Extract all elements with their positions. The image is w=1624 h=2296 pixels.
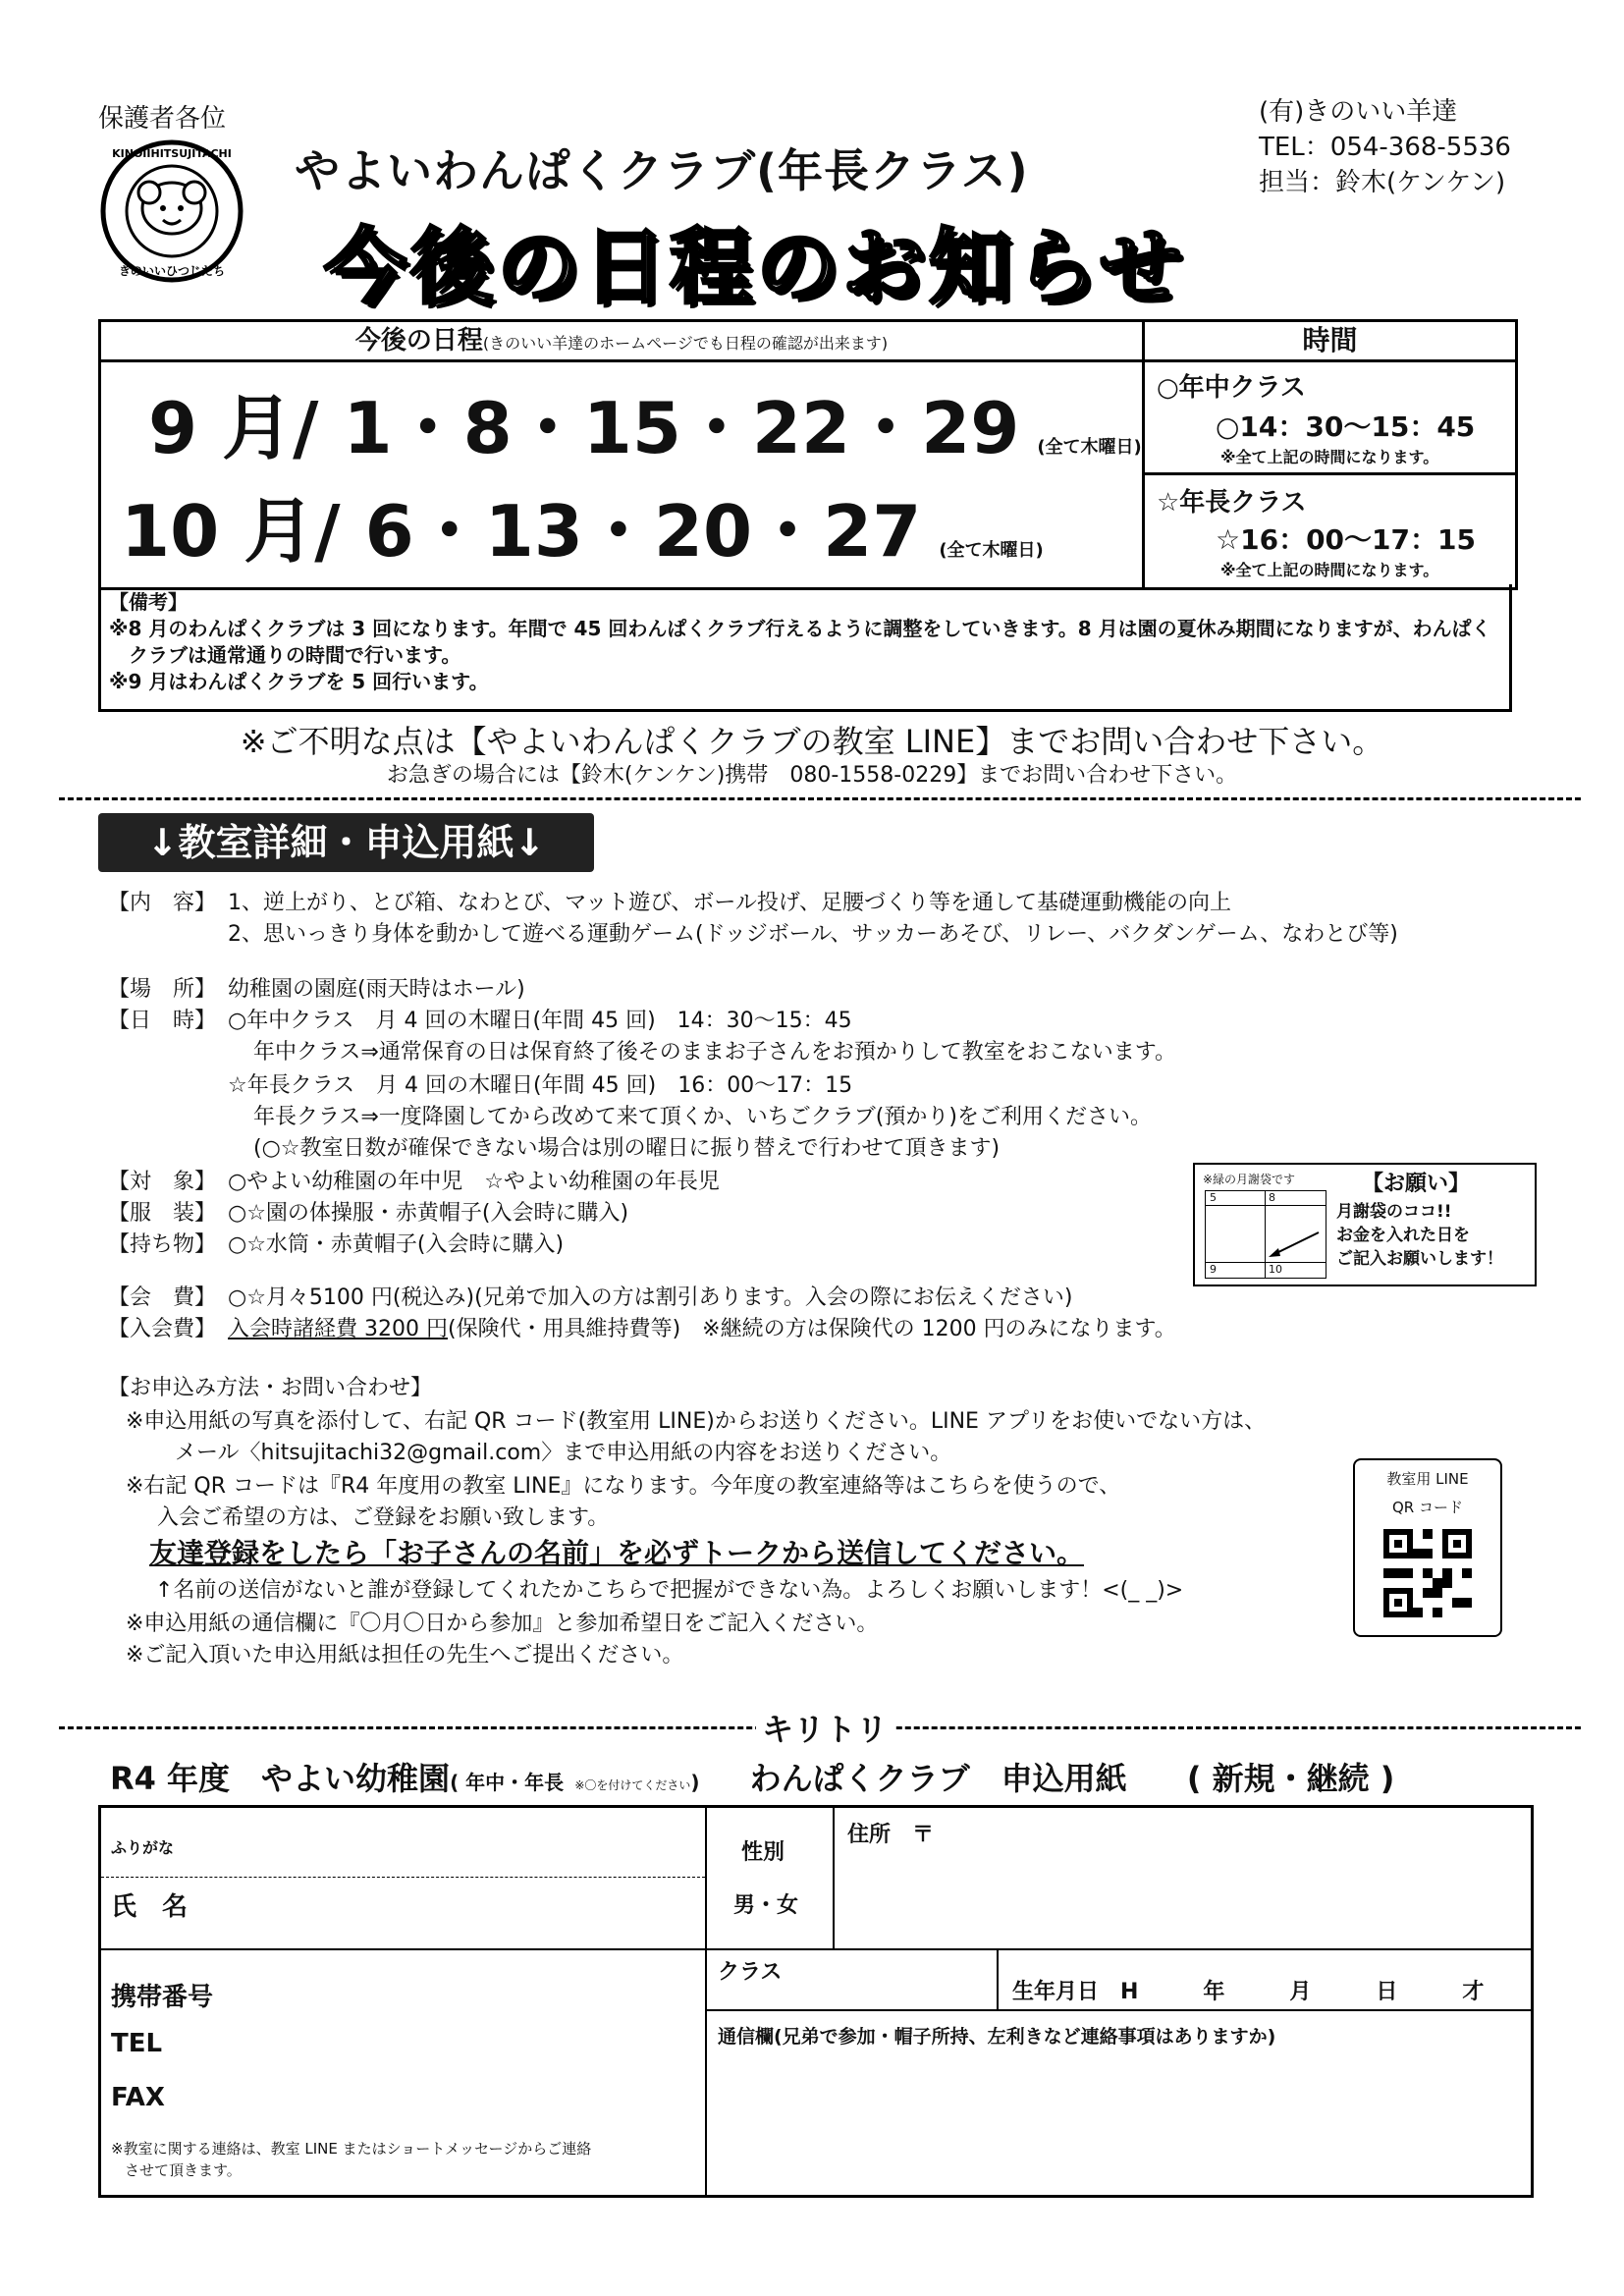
apply-line: ※申込用紙の通信欄に『〇月〇日から参加』と参加希望日をご記入ください。 (126, 1612, 879, 1636)
inquiry-line: ※ご不明な点は【やよいわんぱくクラブの教室 LINE】までお問い合わせ下さい。 (240, 723, 1384, 760)
form-title-class: ( 年中・年長 (450, 1771, 565, 1794)
request-line: 月謝袋のココ!! (1336, 1202, 1452, 1222)
request-line: お金を入れた日を (1336, 1226, 1470, 1245)
fee-label: 【会 費】 (108, 1285, 217, 1310)
envelope-drawing (1205, 1190, 1326, 1279)
schedule-divider (1145, 472, 1515, 475)
entry-fee-underlined: 入会時諸経費 3200 円 (228, 1317, 448, 1341)
target-label: 【対 象】 (108, 1170, 217, 1194)
target-value: ○やよい幼稚園の年中児 ☆やよい幼稚園の年長児 (228, 1170, 720, 1194)
cut-label: キリトリ (756, 1705, 893, 1750)
date-line: ○年中クラス 月 4 回の木曜日(年間 45 回) 14：30～15：45 (228, 1009, 852, 1033)
class-time-note: ※全て上記の時間になります。 (1220, 561, 1439, 579)
place-label: 【場 所】 (108, 977, 217, 1002)
remarks-box (98, 584, 1512, 712)
apply-emphasis: 友達登録をしたら「お子さんの名前」を必ずトークから送信してください。 (149, 1537, 1085, 1569)
date-label: 【日 時】 (108, 1009, 217, 1033)
class-time-nenchu: ○14：30～15：45 (1216, 410, 1476, 443)
remarks-line: ※9 月はわんぱくクラブを 5 回行います。 (109, 670, 489, 693)
fax-label: FAX (111, 2083, 165, 2112)
address-field[interactable] (847, 1847, 1515, 1941)
logo-text-bottom: きのいいひつじたち (118, 264, 226, 278)
schedule-note: (全て木曜日) (1037, 437, 1142, 458)
entry-value (228, 1312, 1176, 1342)
apply-heading: 【お申込み方法・お問い合わせ】 (108, 1376, 433, 1400)
form-title-close: ) (690, 1771, 700, 1794)
envelope-cell: 9 (1210, 1263, 1217, 1276)
communication-label: 通信欄(兄弟で参加・帽子所持、左利きなど連絡事項はありますか) (718, 2026, 1276, 2048)
arrow-icon (1265, 1230, 1324, 1260)
company-info (1259, 94, 1511, 200)
qr-code-box (1353, 1458, 1502, 1637)
envelope-cell: 10 (1269, 1263, 1282, 1276)
schedule-table (98, 319, 1518, 590)
remarks-title: 【備考】 (109, 590, 188, 614)
schedule-dates: 10 月/ 6・13・20・27 (121, 490, 922, 573)
logo-text-top: KINOIIHITSUJITACHI (112, 147, 232, 160)
content-item: 2、思いっきり身体を動かして遊べる運動ゲーム(ドッジボール、サッカーあそび、リレー、バクダンゲーム、なわとび等) (228, 922, 1398, 947)
request-line: ご記入お願いします！ (1336, 1249, 1503, 1269)
apply-line: ↑名前の送信がないと誰が登録してくれたかこちらで把握ができない為。よろしくお願いします！<(_ _)> (155, 1578, 1184, 1603)
date-line: 年長クラス⇒一度降園してから改めて来て頂くか、いちごクラブ(預かり)をご利用ください。 (253, 1105, 1152, 1129)
communication-field[interactable] (718, 2051, 1523, 2189)
tel-label: TEL (111, 2029, 163, 2058)
apply-line: ※右記 QR コードは『R4 年度用の教室 LINE』になります。今年度の教室連絡等はこちらを使うので、 (126, 1474, 1121, 1499)
mobile-label: 携帯番号 (111, 1983, 214, 2012)
request-box (1193, 1163, 1537, 1286)
envelope-label: ※緑の月謝袋です (1203, 1173, 1296, 1186)
remarks-line: クラブは通常通りの時間で行います。 (109, 643, 461, 667)
schedule-dates: 9 月/ 1・8・15・22・29 (148, 387, 1020, 469)
items-value: ○☆水筒・赤黄帽子(入会時に購入) (228, 1232, 565, 1257)
address-label: 住所 〒 (847, 1823, 935, 1847)
qr-label: QR コード (1392, 1499, 1463, 1516)
contact-notice-line: ※教室に関する連絡は、教室 LINE またはショートメッセージからご連絡 (111, 2140, 592, 2158)
gender-options[interactable]: 男・女 (733, 1893, 799, 1918)
class-time-note: ※全て上記の時間になります。 (1220, 448, 1439, 466)
qr-code-icon[interactable] (1383, 1529, 1472, 1617)
items-label: 【持ち物】 (108, 1232, 217, 1257)
date-line: 年中クラス⇒通常保育の日は保育終了後そのままお子さんをお預かりして教室をおこないます。 (253, 1040, 1177, 1065)
date-line: ☆年長クラス 月 4 回の木曜日(年間 45 回) 16：00～17：15 (228, 1073, 853, 1098)
contact-notice-line: させて頂きます。 (125, 2161, 242, 2179)
urgent-contact-line: お急ぎの場合には【鈴木(ケンケン)携帯 080-1558-0229】までお問い合わせ下さい。 (386, 763, 1238, 788)
furigana-field[interactable] (199, 1831, 690, 1871)
gender-label: 性別 (741, 1840, 785, 1865)
application-form (98, 1805, 1534, 2198)
name-label: 氏 名 (111, 1892, 189, 1922)
envelope-cell: 5 (1210, 1191, 1217, 1204)
company-contact: 担当：鈴木(ケンケン) (1259, 168, 1506, 197)
remarks-line: ※8 月のわんぱくクラブは 3 回になります。年間で 45 回わんぱくクラブ行えるように調整をしていきます。8 月は園の夏休み期間になりますが、わんぱく (109, 617, 1491, 640)
apply-email-line: メール〈hitsujitachi32@gmail.com〉まで申込用紙の内容をお送りください。 (175, 1441, 952, 1465)
clothes-label: 【服 装】 (108, 1201, 217, 1226)
tel-field[interactable] (199, 2024, 690, 2063)
furigana-label: ふりがな (111, 1838, 175, 1857)
fee-value: ○☆月々5100 円(税込み)(兄弟で加入の方は割引あります。入会の際にお伝えください) (228, 1285, 1073, 1310)
schedule-heading (101, 322, 1145, 362)
dashed-divider (59, 797, 1581, 800)
form-title (110, 1754, 1394, 1799)
apply-line: ※ご記入頂いた申込用紙は担任の先生へご提出ください。 (126, 1643, 684, 1667)
form-title-note: ※〇を付けてください (574, 1778, 691, 1792)
request-text (1336, 1200, 1503, 1271)
class-name-nencho: ☆年長クラス (1157, 488, 1307, 518)
schedule-heading-text: 今後の日程 (354, 326, 483, 355)
club-title: やよいわんぱくクラブ(年長クラス) (295, 144, 1029, 197)
form-title-year: R4 年度 やよい幼稚園 (110, 1760, 451, 1797)
company-name: (有)きのいい羊達 (1259, 97, 1458, 127)
class-time-nencho: ☆16：00～17：15 (1216, 523, 1476, 556)
clothes-value: ○☆園の体操服・赤黄帽子(入会時に購入) (228, 1201, 629, 1226)
schedule-heading-note: (きのいい羊達のホームページでも日程の確認が出来ます) (482, 334, 889, 353)
entry-label: 【入会費】 (108, 1317, 217, 1341)
schedule-row-october (121, 474, 1044, 576)
qr-label: 教室用 LINE (1386, 1470, 1469, 1488)
sheep-logo-icon (98, 137, 245, 285)
schedule-note: (全て木曜日) (939, 540, 1044, 561)
class-label: クラス (718, 1960, 783, 1985)
apply-line: 入会ご希望の方は、ご登録をお願い致します。 (157, 1505, 610, 1530)
details-heading: ↓教室詳細・申込用紙↓ (98, 813, 594, 872)
content-item: 1、逆上がり、とび箱、なわとび、マット遊び、ボール投げ、足腰づくり等を通して基礎運動機能の向上 (228, 891, 1232, 915)
date-line: (○☆教室日数が確保できない場合は別の曜日に振り替えで行わせて頂きます) (253, 1136, 1001, 1161)
name-field[interactable] (199, 1882, 690, 1936)
company-tel: TEL：054-368-5536 (1259, 133, 1511, 162)
class-name-nenchu: ○年中クラス (1157, 373, 1306, 403)
contact-notice (111, 2138, 591, 2181)
form-title-club: わんぱくクラブ 申込用紙 (749, 1760, 1127, 1797)
club-logo (98, 137, 245, 285)
time-heading: 時間 (1145, 322, 1515, 362)
form-title-type: ( 新規・継続 ) (1186, 1760, 1395, 1797)
place-value: 幼稚園の園庭(雨天時はホール) (228, 977, 525, 1002)
recipient-label: 保護者各位 (98, 104, 227, 134)
fax-field[interactable] (199, 2078, 690, 2117)
schedule-row-september (148, 371, 1142, 473)
class-field[interactable] (718, 1983, 988, 2006)
apply-line: ※申込用紙の写真を添付して、右記 QR コード(教室用 LINE)からお送りください。LINE アプリをお使いでない方は、 (126, 1409, 1267, 1434)
entry-fee-rest: (保険代・用具維持費等) ※継続の方は保険代の 1200 円のみになります。 (447, 1317, 1176, 1341)
birthdate-label[interactable]: 生年月日 H 年 月 日 才 (1012, 1980, 1485, 2004)
content-label: 【内 容】 (108, 891, 217, 915)
request-title: 【お願い】 (1362, 1172, 1471, 1196)
page-title: 今後の日程のお知らせ (324, 219, 1186, 315)
envelope-cell: 8 (1269, 1191, 1275, 1204)
